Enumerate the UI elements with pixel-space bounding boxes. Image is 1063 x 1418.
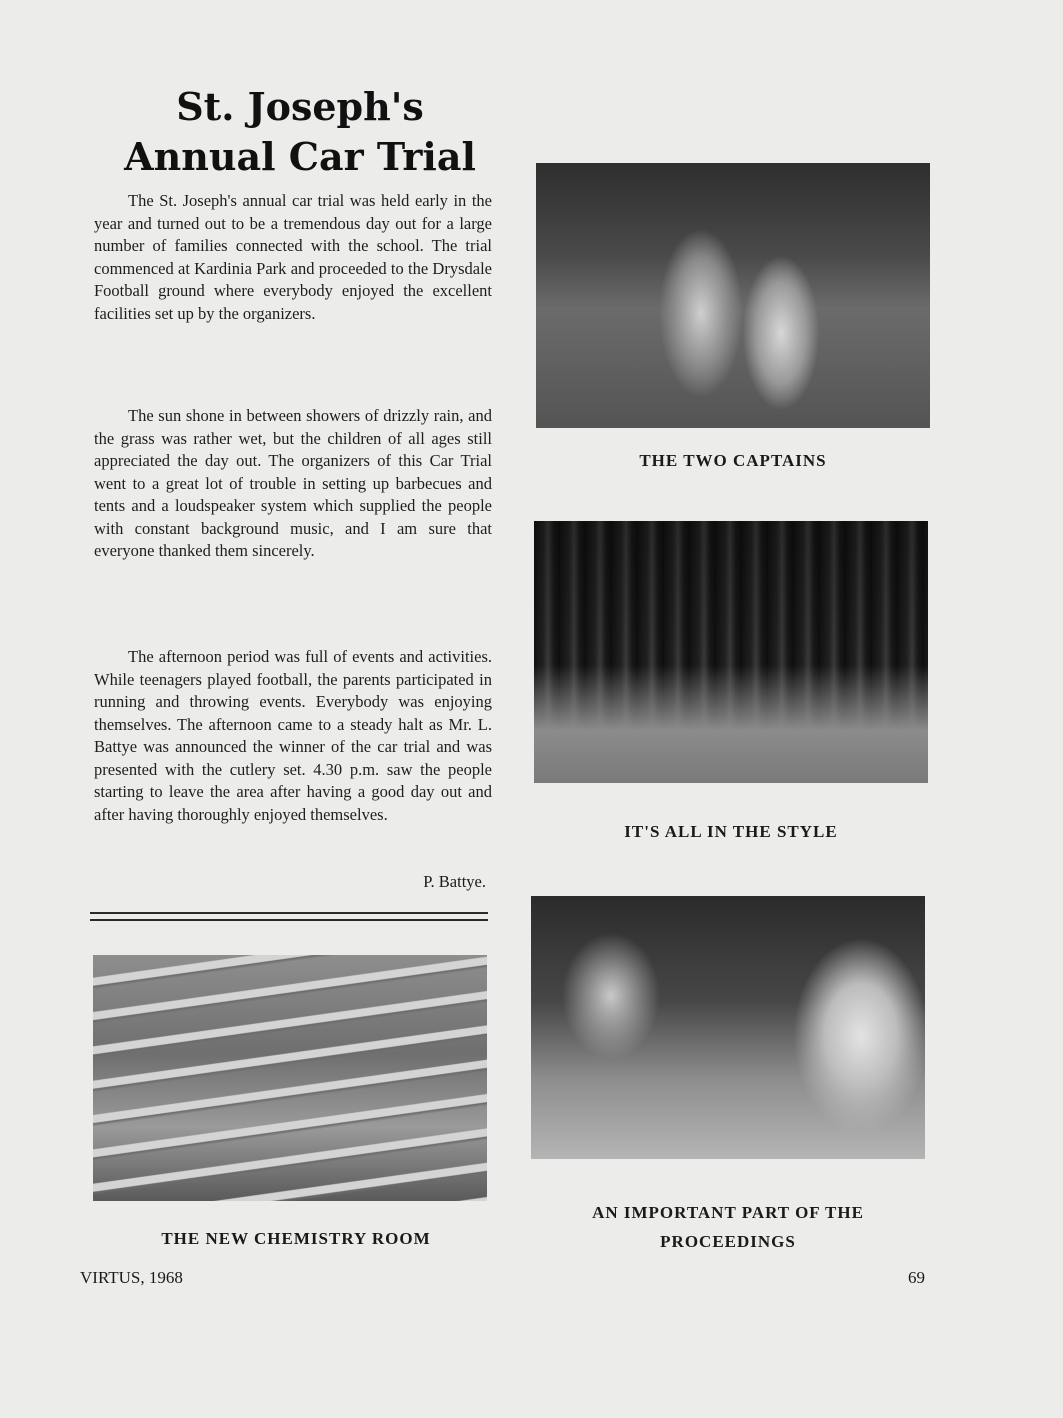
publication-footer: VIRTUS, 1968 xyxy=(80,1268,183,1287)
article-paragraph-2: The sun shone in between showers of drizzly rain, and the grass was rather wet, but the children of all ages still appreciated the day out. The organizers of this Car Trial went to a great lot of trouble in setting up barbecues and tents and a loudspeaker system which supplied the people with constant background music, and I am sure that everyone thanked them sincerely. xyxy=(94,406,492,560)
caption-chemistry-room: THE NEW CHEMISTRY ROOM xyxy=(161,1229,431,1248)
divider-rule-top xyxy=(90,912,488,914)
caption-important-part-line-2: PROCEEDINGS xyxy=(660,1232,796,1251)
page-number: 69 xyxy=(908,1268,925,1287)
title-line-1: St. Joseph's xyxy=(176,84,424,129)
caption-two-captains: THE TWO CAPTAINS xyxy=(639,451,827,470)
article-paragraph-1: The St. Joseph's annual car trial was held early in the year and turned out to be a tremendous day out for a large number of families connected with the school. The trial commenced at Kardinia Park and proceeded to the Drysdale Football ground where everybody enjoyed the excellent facilities set up by the organizers. xyxy=(94,191,492,323)
author-signature xyxy=(94,872,486,894)
article-paragraph-3: The afternoon period was full of events and activities. While teenagers played football, the parents participated in running and throwing events. Everybody was enjoying themselves. The afternoon came to a steady halt as Mr. L. Battye was announced the winner of the car trial and was presented with the cutlery set. 4.30 p.m. saw the people starting to leave the area after having a good day out and after having thoroughly enjoyed themselves. xyxy=(94,647,492,824)
divider-rule-bottom xyxy=(90,919,488,921)
author-name: P. Battye. xyxy=(423,872,486,891)
photo-two-captains xyxy=(536,163,930,428)
caption-all-in-the-style: IT'S ALL IN THE STYLE xyxy=(624,822,838,841)
article-title xyxy=(100,82,500,182)
photo-crowd xyxy=(534,521,928,783)
photo-barbecue xyxy=(531,896,925,1159)
caption-important-part xyxy=(531,1198,925,1256)
photo-chemistry-room xyxy=(93,955,487,1201)
caption-important-part-line-1: AN IMPORTANT PART OF THE xyxy=(592,1203,864,1222)
title-line-2: Annual Car Trial xyxy=(124,134,476,179)
